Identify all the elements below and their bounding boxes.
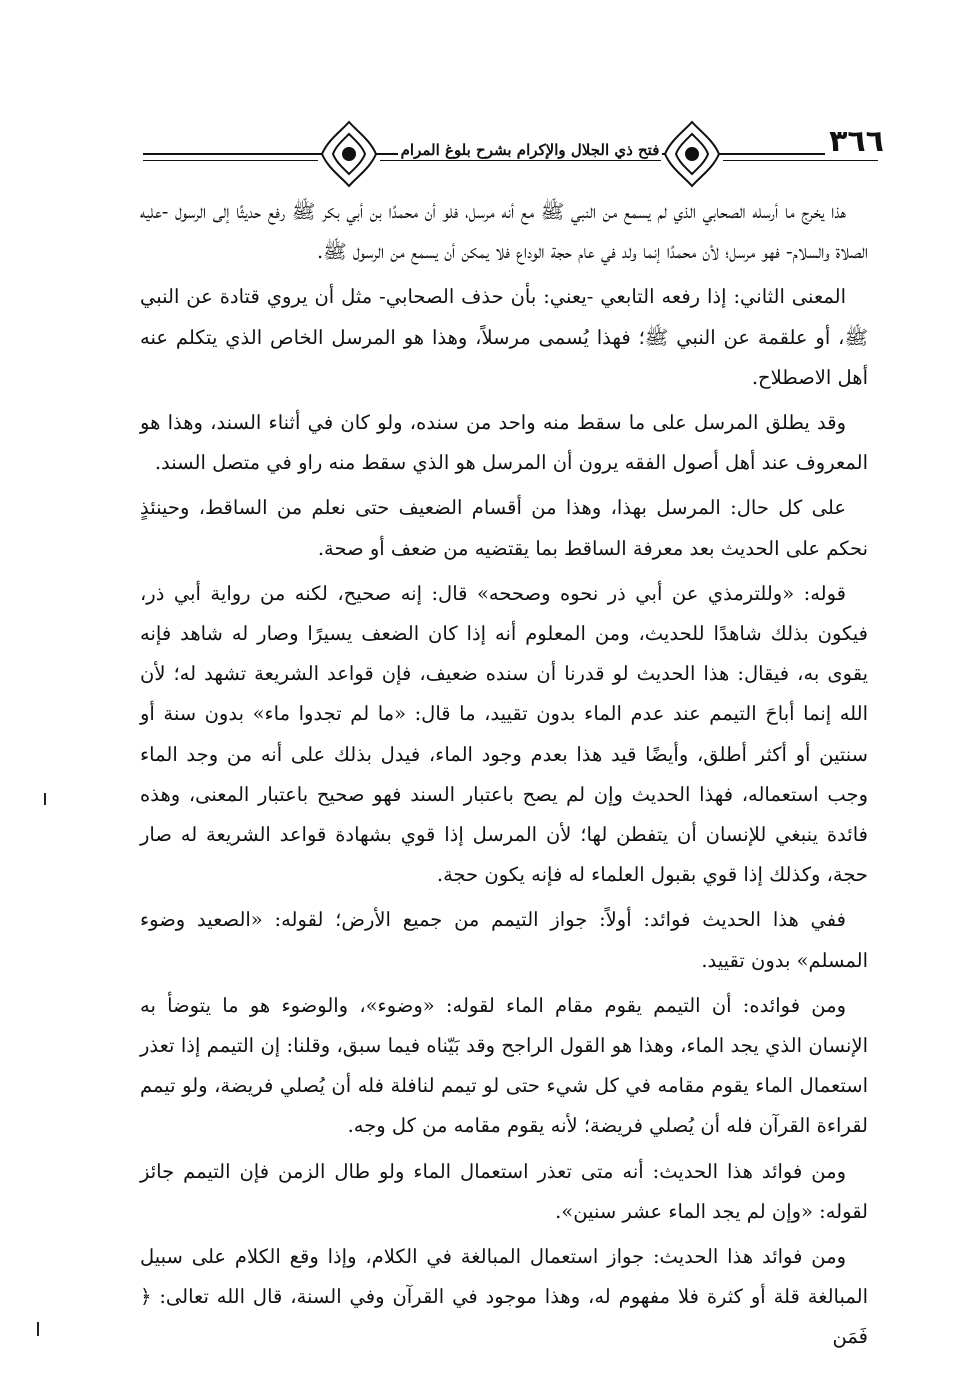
paragraph: ومن فوائد هذا الحديث: جواز استعمال المبالغة في الكلام، وإذا وقع الكلام على سبيل المبالغة قلة أو كثرة فلا مفهوم له، وهذا موجود في القرآن وفي السنة، قال الله تعالى: ﴿ فَمَن xyxy=(140,1245,868,1349)
paragraph: ففي هذا الحديث فوائد: أولاً: جواز التيمم من جميع الأرض؛ لقوله: «الصعيد وضوء المسلم» بدون تقييد. xyxy=(140,908,868,972)
paragraph: هذا يخرج ما أرسله الصحابي الذي لم يسمع من النبي ﷺ مع أنه مرسل، فلو أن محمدًا بن أبي بكر ﷺ رفع حديثًا إلى الرسول -عليه الصلاة والسلام- فهو مرسل؛ لأن محمدًا إنما ولد في عام حجة الوداع فلا يمكن أن يسمع من الرسول ﷺ. xyxy=(140,200,868,264)
paragraph: ومن فوائده: أن التيمم يقوم مقام الماء لقوله: «وضوء»، والوضوء هو ما يتوضأ به الإنسان الذي يجد الماء، وهذا هو القول الراجح وقد بَيّناه فيما سبق، وقلنا: إن التيمم إذا تعذر استعمال الماء يقوم مقامه في كل شيء حتى لو تيمم لنافلة فله أن يُصلي فريضة، ولو تيمم لقراءة القرآن فله أن يُصلي فريضة؛ لأنه يقوم مقامه من كل وجه. xyxy=(140,993,868,1138)
page-header xyxy=(143,110,898,190)
paragraph: المعنى الثاني: إذا رفعه التابعي -يعني: بأن حذف الصحابي- مثل أن يروي قتادة عن النبي ﷺ، أو علقمة عن النبي ﷺ؛ فهذا يُسمى مرسلاً، وهذا هو المرسل الخاص الذي يتكلم عنه أهل الاصطلاح. xyxy=(140,285,868,389)
ornament-icon xyxy=(661,118,723,190)
paragraph: على كل حال: المرسل بهذا، وهذا من أقسام الضعيف حتى نعلم من الساقط، وحينئذٍ نحكم على الحديث بعد معرفة الساقط بما يقتضيه من ضعف أو صحة. xyxy=(140,496,868,560)
ornament-icon xyxy=(318,118,380,190)
scan-mark xyxy=(37,1322,39,1336)
paragraph: قوله: «وللترمذي عن أبي ذر نحوه وصححه» قال: إنه صحيح، لكنه من رواية أبي ذر، فيكون بذلك شاهدًا للحديث، ومن المعلوم أنه إذا كان الضعف يسيرًا وصار له شاهد فإنه يقوى به، فيقال: هذا الحديث لو قدرنا أن سنده ضعيف، فإن قواعد الشريعة تشهد له؛ لأن الله إنما أباحَ التيمم عند عدم الماء بدون تقييد، ما قال: «ما لم تجدوا ماء» بدون سنة أو سنتين أو أكثر أطلق، وأيضًا قيد هذا بعدم وجود الماء، فيدل بذلك على أنه من وجد الماء وجب استعماله، فهذا الحديث وإن لم يصح باعتبار السند فهو صحيح باعتبار المعنى، وهذه فائدة ينبغي للإنسان أن يتفطن لها؛ لأن المرسل إذا قوي بشهادة قواعد الشريعة له صار حجة، وكذلك إذا قوي بقبول العلماء له فإنه يكون حجة. xyxy=(140,581,868,887)
scan-mark xyxy=(44,793,46,805)
paragraph: ومن فوائد هذا الحديث: أنه متى تعذر استعمال الماء ولو طال الزمن فإن التيمم جائز لقوله: «وإن لم يجد الماء عشر سنين». xyxy=(140,1159,868,1223)
book-title: فتح ذي الجلال والإكرام بشرح بلوغ المرام xyxy=(398,141,662,159)
header-rule-thin xyxy=(143,160,878,161)
page-number: ٣٦٦ xyxy=(825,124,888,159)
page-body xyxy=(140,192,868,1358)
paragraph: وقد يطلق المرسل على ما سقط منه واحد من سنده، ولو كان في أثناء السند، وهذا هو المعروف عند أهل أصول الفقه يرون أن المرسل هو الذي سقط منه راو في متصل السند. xyxy=(140,411,868,475)
